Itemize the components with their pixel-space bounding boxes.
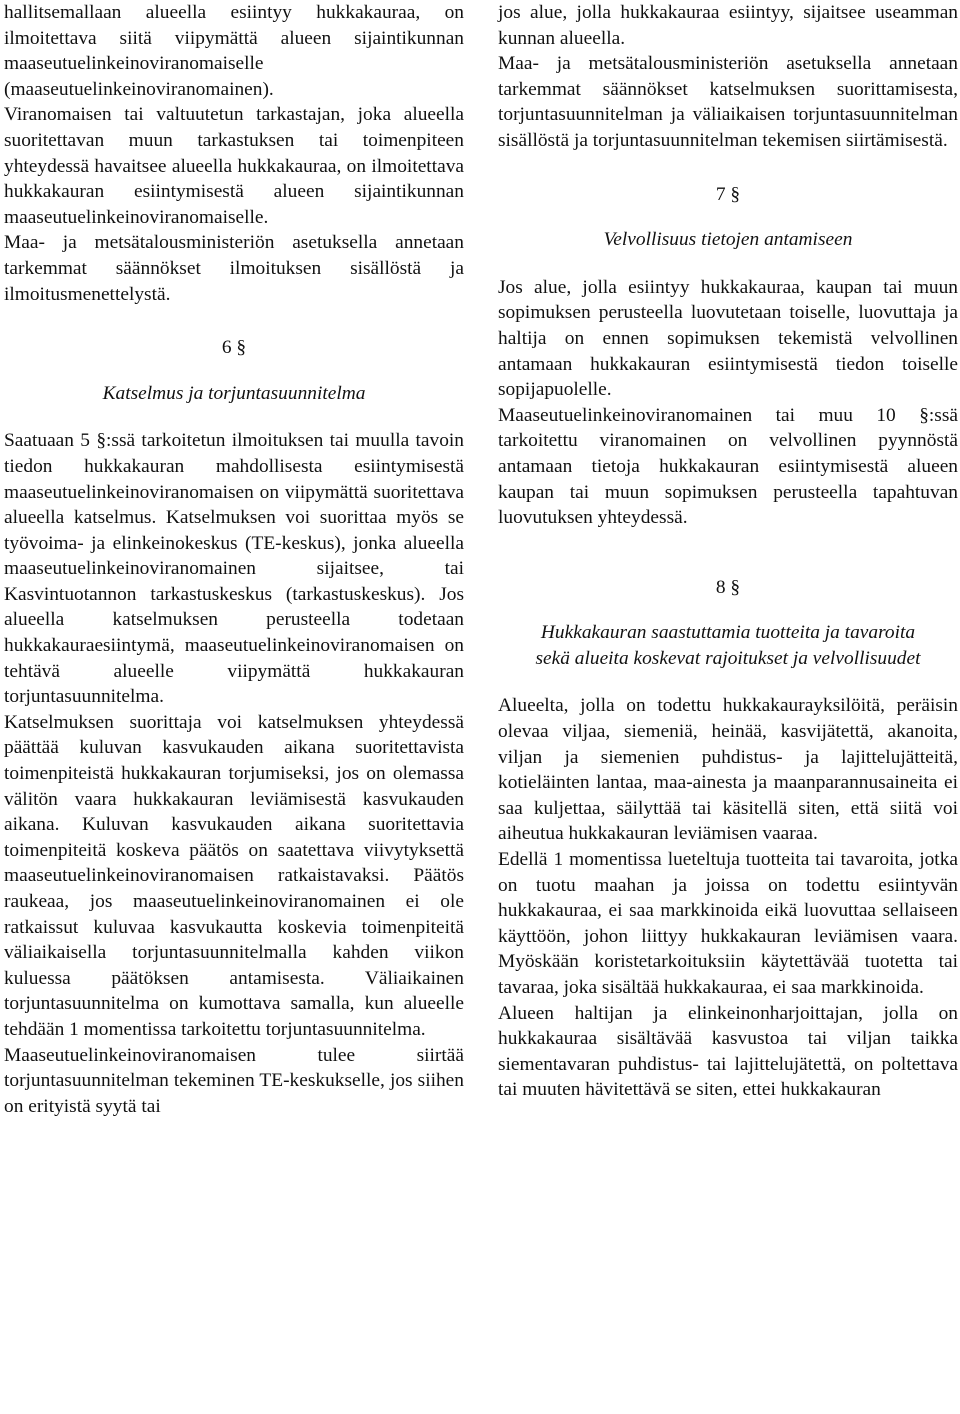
paragraph-right-3: Jos alue, jolla esiintyy hukkakauraa, kaupan tai muun sopimuksen perusteella luovutetaan toiselle, luovuttaja ja haltija on ennen sopimuksen tekemistä velvollinen antamaan hukkakauran esiintymisestä tiedon toiselle sopijapuolelle. (498, 276, 958, 401)
paragraph-right-2: Maa- ja metsätalousministeriön asetuksella annetaan tarkemmat säännökset katselmuksen suorittamisesta, torjuntasuunnitelman ja väliaikaisen torjuntasuunnitelman sisällöstä ja torjuntasuunnitelman tekemisen siirtämisestä. (498, 53, 958, 151)
paragraph-right-7: Alueen haltijan ja elinkeinonharjoittajan, jolla on hukkakauraa sisältävää kasvustoa tai viljan taikka siementavaran puhdistus- tai lajittelujätettä, on poltettava tai muuten hävitettävä se siten, ettei hukkakauran (498, 1002, 958, 1101)
paragraph-left-2: Viranomaisen tai valtuutetun tarkastajan, joka alueella suoritettavan muun tarkastuksen tai toimenpiteen yhteydessä havaitsee alueella hukkakauraa, on ilmoitettava hukkakauran esiintymisestä alueen sijaintikunnan maaseutuelinkeinoviranomaiselle. (4, 104, 464, 228)
section-8-number: 8 § (715, 576, 741, 598)
section-7-number: 7 § (715, 183, 741, 205)
left-column (4, 0, 464, 1119)
paragraph-left-1: hallitsemallaan alueella esiintyy hukkakauraa, on ilmoitettava siitä viipymättä alueen sijaintikunnan maaseutuelinkeinoviranomaiselle (maaseutuelinkeinoviranomainen). (4, 2, 464, 100)
section-6-title: Katselmus ja torjuntasuunnitelma (102, 382, 366, 404)
paragraph-right-4: Maaseutuelinkeinoviranomainen tai muu 10 §:ssä tarkoitettu viranomainen on velvollinen pyynnöstä antamaan tietoja hukkakauran esiintymisestä alueen kaupan tai muun sopimuksen perusteella tapahtuvan luovutuksen yhteydessä. (498, 404, 958, 529)
paragraph-left-4: Saatuaan 5 §:ssä tarkoitetun ilmoituksen tai muulla tavoin tiedon hukkakauran mahdollisesta esiintymisestä maaseutuelinkeinoviranomaisen on viipymättä suoritettava alueella katselmus. Katselmuksen voi suorittaa myös se työvoima- ja elinkeinokeskus (TE-keskus), jonka alueella maaseutuelinkeinoviranomainen sijaitsee, tai Kasvintuotannon tarkastuskeskus (tarkastuskeskus). Jos alueella katselmuksen perusteella todetaan hukkakauraesiintymä, maaseutuelinkeinoviranomaisen on tehtävä alueelle viipymättä hukkakauran torjuntasuunnitelma. (4, 430, 464, 708)
paragraph-right-6: Edellä 1 momentissa lueteltuja tuotteita tai tavaroita, jotka on tuotu maahan ja joissa on todettu esiintyvän hukkakauraa, ei saa markkinoida eikä luovuttaa sellaiseen käyttöön, johon liittyy hukkakauran leviämisen vaara. Myöskään koristetarkoituksiin käytettävää tuotetta tai tavaraa, joka sisältää hukkakauraa, ei saa markkinoida. (498, 849, 958, 998)
paragraph-left-3: Maa- ja metsätalousministeriön asetuksella annetaan tarkemmat säännökset ilmoituksen sisällöstä ja ilmoitusmenettelystä. (4, 232, 464, 305)
section-7-title: Velvollisuus tietojen antamiseen (603, 229, 853, 251)
section-6-number: 6 § (221, 337, 247, 359)
paragraph-right-1: jos alue, jolla hukkakauraa esiintyy, sijaitsee useamman kunnan alueella. (498, 2, 958, 49)
paragraph-left-5: Katselmuksen suorittaja voi katselmuksen yhteydessä päättää kuluvan kasvukauden aikana suoritettavista toimenpiteistä hukkakauran torjumiseksi, jos on olemassa välitön vaara hukkakauran leviämisestä kasvukauden aikana. Kuluvan kasvukauden aikana suoritettavia toimenpiteitä koskeva päätös on saatettava viivytyksettä maaseutuelinkeinoviranomaisen ratkaistavaksi. Päätös raukeaa, jos maaseutuelinkeinoviranomainen ei ole ratkaissut kuluvaa kasvukautta koskevia toimenpiteitä väliaikaisella torjuntasuunnitelmalla kahden viikon kuluessa päätöksen antamisesta. Väliaikainen torjuntasuunnitelma on kumottava samalla, kun alueelle tehdään 1 momentissa tarkoitettu torjuntasuunnitelma. (4, 711, 464, 1040)
right-column (498, 0, 958, 1103)
section-8-title: Hukkakauran saastuttamia tuotteita ja tavaroita sekä alueita koskevat rajoitukset ja velvollisuudet (535, 622, 921, 669)
paragraph-right-5: Alueelta, jolla on todettu hukkakaurayksilöitä, peräisin olevaa viljaa, siemeniä, heinää, kasvijätettä, akanoita, viljan ja siemenien puhdistus- ja lajittelujätteitä, kotieläinten lantaa, maa-ainesta ja maanparannusaineita ei saa kuljettaa, säilyttää tai käsitellä siten, että siitä voi aiheutua hukkakauran leviämisen vaaraa. (498, 695, 958, 845)
paragraph-left-6: Maaseutuelinkeinoviranomaisen tulee siirtää torjuntasuunnitelman tekeminen TE-keskukselle, jos siihen on erityistä syytä tai (4, 1044, 464, 1117)
